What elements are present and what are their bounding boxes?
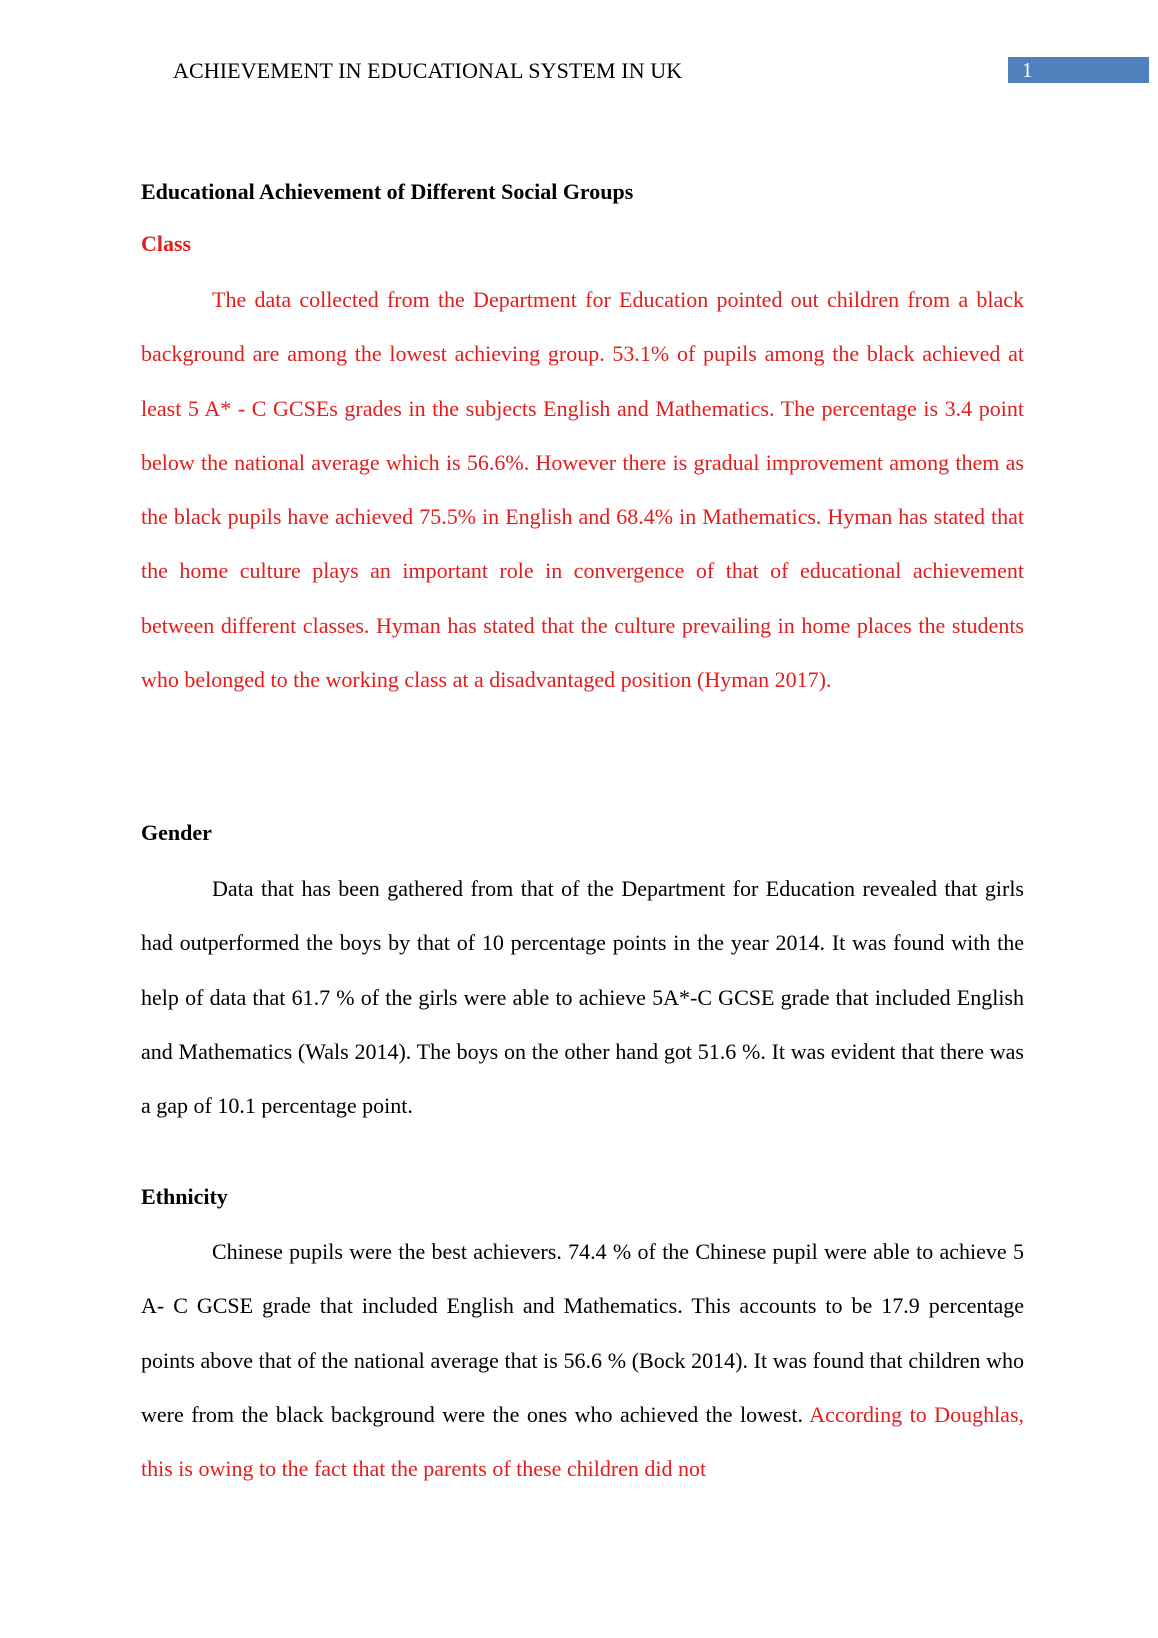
ethnicity-paragraph-red-text: According to Doughlas, this is owing to the fact that the parents of these children did not — [141, 1401, 1025, 1482]
section-heading-class: Class — [141, 231, 192, 256]
running-header-title: ACHIEVEMENT IN EDUCATIONAL SYSTEM IN UK — [173, 58, 683, 83]
document-title: Educational Achievement of Different Social Groups — [141, 179, 634, 204]
section-heading-ethnicity: Ethnicity — [141, 1184, 228, 1209]
ethnicity-paragraph-text: Chinese pupils were the best achievers. 74.4 % of the Chinese pupil were able to achieve 5 A- C GCSE grade that included English and Mathematics. This accounts to be 17.9 percentage points above that of the national average that is 56.6 % (Bock 2014). It was found that children who were from the black background were the ones who achieved the lowest. — [141, 1239, 1024, 1427]
class-paragraph: The data collected from the Department for Education pointed out children from a black background are among the lowest achieving group. 53.1% of pupils among the black achieved at least 5 A* - C GCSEs grades in the subjects English and Mathematics. The percentage is 3.4 point below the national average which is 56.6%. However there is gradual improvement among them as the black pupils have achieved 75.5% in English and 68.4% in Mathematics. Hyman has stated that the home culture plays an important role in convergence of that of educational achievement between different classes. Hyman has stated that the culture prevailing in home places the students who belonged to the working class at a disadvantaged position (Hyman 2017). — [141, 287, 1024, 693]
ethnicity-paragraph — [141, 1225, 1024, 1496]
page-number-badge: 1 — [1008, 57, 1149, 83]
gender-paragraph: Data that has been gathered from that of the Department for Education revealed that girls had outperformed the boys by that of 10 percentage points in the year 2014. It was found with the help of data that 61.7 % of the girls were able to achieve 5A*-C GCSE grade that included English and Mathematics (Wals 2014). The boys on the other hand got 51.6 %. It was evident that there was a gap of 10.1 percentage point. — [141, 876, 1024, 1119]
section-heading-gender: Gender — [141, 820, 212, 845]
